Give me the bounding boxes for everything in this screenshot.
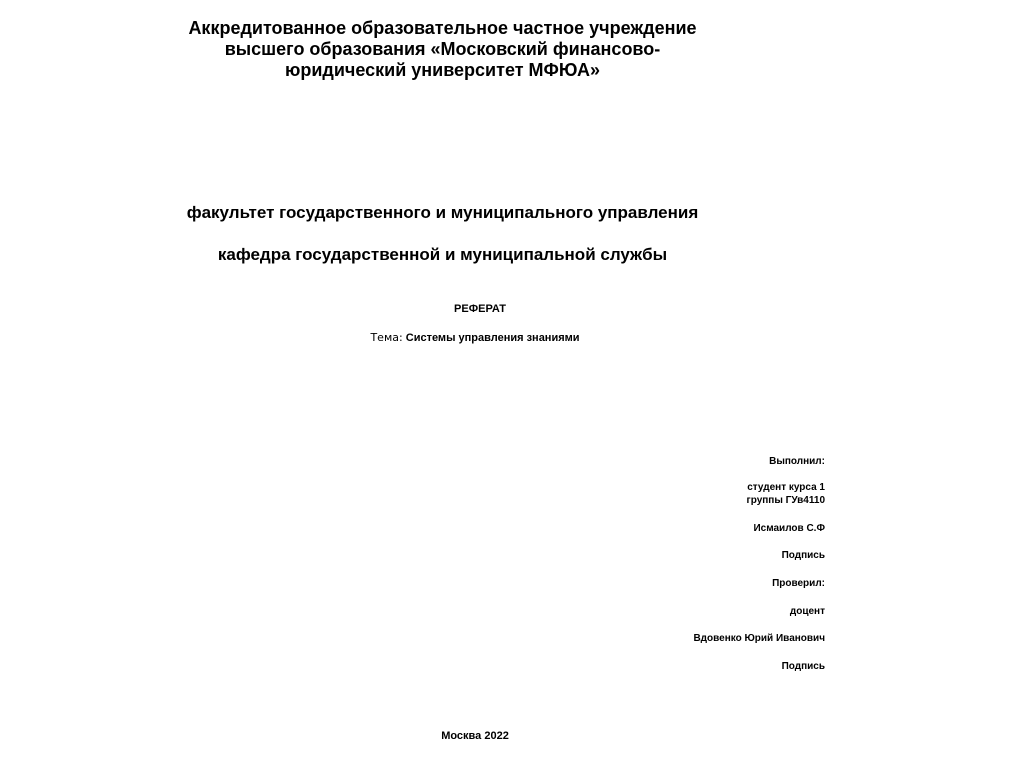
city-year: Москва 2022 bbox=[441, 730, 509, 742]
institution-line-2: высшего образования «Московский финансово- bbox=[224, 39, 661, 59]
student-signature: Подпись bbox=[781, 550, 825, 561]
student-name: Исмаилов С.Ф bbox=[753, 523, 825, 534]
student-group: группы ГУв4110 bbox=[746, 495, 825, 506]
topic-value: Системы управления знаниями bbox=[405, 332, 580, 344]
institution-header bbox=[120, 18, 765, 81]
topic-label: Тема: bbox=[370, 331, 403, 344]
student-course: студент курса 1 bbox=[747, 482, 825, 493]
institution-line-1: Аккредитованное образовательное частное учреждение bbox=[188, 18, 697, 38]
checker-name: Вдовенко Юрий Иванович bbox=[693, 633, 825, 644]
checked-label: Проверил: bbox=[772, 578, 825, 589]
faculty-name: факультет государственного и муниципального управления bbox=[186, 203, 699, 222]
checker-signature: Подпись bbox=[781, 661, 825, 672]
topic-line bbox=[300, 331, 650, 345]
checker-position: доцент bbox=[789, 606, 825, 617]
performed-label: Выполнил: bbox=[769, 456, 825, 467]
document-type: РЕФЕРАТ bbox=[454, 303, 506, 315]
department-name: кафедра государственной и муниципальной службы bbox=[217, 245, 668, 264]
institution-line-3: юридический университет МФЮА» bbox=[284, 60, 601, 80]
